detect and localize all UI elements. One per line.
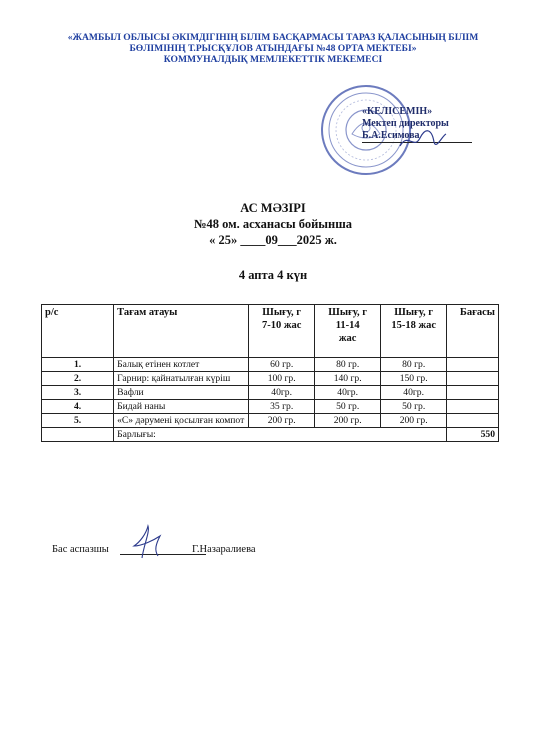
approval-role: Мектеп директоры bbox=[362, 118, 449, 129]
row-qty-7-10: 60 гр. bbox=[249, 358, 315, 372]
header-qty-15-18-line1: Шығу, г bbox=[394, 307, 434, 318]
signature-label: Бас аспазшы bbox=[52, 544, 109, 555]
header-line-3: КОММУНАЛДЫҚ МЕМЛЕКЕТТІК МЕКЕМЕСІ bbox=[163, 54, 383, 65]
document-title-block bbox=[0, 200, 546, 248]
header-qty-11-14 bbox=[315, 305, 381, 358]
row-qty-15-18: 150 гр. bbox=[381, 372, 447, 386]
header-qty-7-10-line2: 7-10 жас bbox=[261, 320, 302, 331]
approval-stamp-area bbox=[318, 82, 488, 182]
document-date: « 25» ____09___2025 ж. bbox=[209, 233, 337, 247]
header-qty-7-10-line1: Шығу, г bbox=[262, 307, 302, 318]
row-dish: Бидай наны bbox=[114, 400, 249, 414]
table-row bbox=[42, 358, 499, 372]
row-qty-7-10: 35 гр. bbox=[249, 400, 315, 414]
week-day: 4 апта 4 күн bbox=[238, 268, 308, 282]
document-title: АС МӘЗІРІ bbox=[240, 201, 306, 215]
header-qty-15-18 bbox=[381, 305, 447, 358]
header-name: Тағам атауы bbox=[114, 305, 249, 358]
total-value: 550 bbox=[447, 428, 499, 442]
row-qty-15-18: 80 гр. bbox=[381, 358, 447, 372]
table-row bbox=[42, 400, 499, 414]
table-row bbox=[42, 372, 499, 386]
row-qty-11-14: 140 гр. bbox=[315, 372, 381, 386]
header-qty-15-18-line2: 15-18 жас bbox=[391, 320, 436, 331]
header-qty-7-10 bbox=[249, 305, 315, 358]
row-qty-15-18: 200 гр. bbox=[381, 414, 447, 428]
row-price bbox=[447, 400, 499, 414]
row-qty-15-18: 40гр. bbox=[381, 386, 447, 400]
row-qty-7-10: 40гр. bbox=[249, 386, 315, 400]
header-price: Бағасы bbox=[447, 305, 499, 358]
row-price bbox=[447, 414, 499, 428]
row-qty-11-14: 200 гр. bbox=[315, 414, 381, 428]
row-num: 3. bbox=[42, 386, 114, 400]
menu-table bbox=[41, 304, 499, 442]
row-qty-11-14: 50 гр. bbox=[315, 400, 381, 414]
document-subtitle: №48 ом. асханасы бойынша bbox=[193, 217, 353, 231]
row-dish: Гарнир: қайнатылған күріш bbox=[114, 372, 249, 386]
row-num: 5. bbox=[42, 414, 114, 428]
total-label: Барлығы: bbox=[114, 428, 447, 442]
approval-name: Б.А.Есимова bbox=[362, 130, 420, 141]
table-header-row bbox=[42, 305, 499, 358]
director-signature-icon bbox=[398, 126, 448, 154]
chef-signature-icon bbox=[128, 522, 168, 562]
row-num: 4. bbox=[42, 400, 114, 414]
row-dish: «С» дәрумені қосылған компот bbox=[114, 414, 249, 428]
institution-header bbox=[0, 32, 546, 65]
total-row bbox=[42, 428, 499, 442]
row-price bbox=[447, 372, 499, 386]
row-qty-15-18: 50 гр. bbox=[381, 400, 447, 414]
row-qty-7-10: 100 гр. bbox=[249, 372, 315, 386]
header-line-2: БӨЛІМІНІҢ Т.РЫСҚҰЛОВ АТЫНДАҒЫ №48 ОРТА МЕКТЕБІ» bbox=[129, 43, 417, 54]
header-num: р/с bbox=[42, 305, 114, 358]
row-price bbox=[447, 358, 499, 372]
header-qty-11-14-line3: жас bbox=[338, 333, 357, 344]
row-qty-7-10: 200 гр. bbox=[249, 414, 315, 428]
header-qty-11-14-line2: 11-14 bbox=[335, 320, 360, 331]
row-num: 2. bbox=[42, 372, 114, 386]
row-qty-11-14: 80 гр. bbox=[315, 358, 381, 372]
row-price bbox=[447, 386, 499, 400]
total-num-cell bbox=[42, 428, 114, 442]
signature-name: Г.Назаралиева bbox=[192, 544, 256, 555]
table-row bbox=[42, 386, 499, 400]
row-dish: Вафли bbox=[114, 386, 249, 400]
row-num: 1. bbox=[42, 358, 114, 372]
row-qty-11-14: 40гр. bbox=[315, 386, 381, 400]
row-dish: Балық етінен котлет bbox=[114, 358, 249, 372]
header-line-1: «ЖАМБЫЛ ОБЛЫСЫ ӘКІМДІГІНІҢ БІЛІМ БАСҚАРМАСЫ ТАРАЗ ҚАЛАСЫНЫҢ БІЛІМ bbox=[67, 32, 479, 43]
approval-title: «КЕЛІСЕМІН» bbox=[362, 106, 433, 117]
table-row bbox=[42, 414, 499, 428]
header-qty-11-14-line1: Шығу, г bbox=[328, 307, 368, 318]
